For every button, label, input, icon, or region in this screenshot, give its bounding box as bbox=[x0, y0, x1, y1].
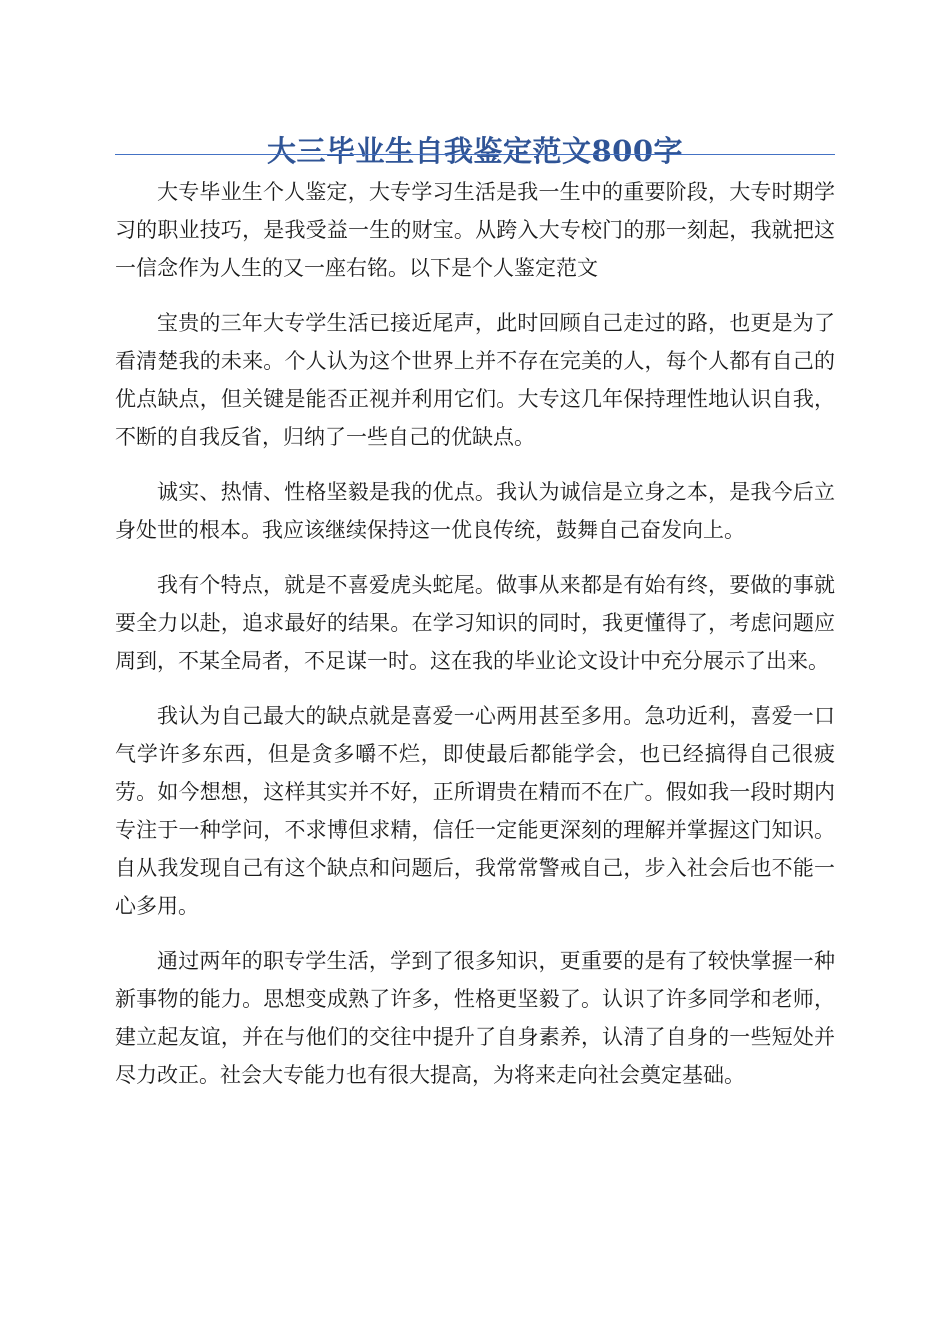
paragraph-character: 我有个特点，就是不喜爱虎头蛇尾。做事从来都是有始有终，要做的事就要全力以赴，追求最好的结果。在学习知识的同时，我更懂得了，考虑问题应周到，不某全局者，不足谋一时。这在我的毕业论文设计中充分展示了出来。 bbox=[115, 573, 835, 673]
document-title: 大三毕业生自我鉴定范文800字 bbox=[266, 134, 684, 169]
paragraph-summary: 通过两年的职专学生活，学到了很多知识，更重要的是有了较快掌握一种新事物的能力。思想变成熟了许多，性格更坚毅了。认识了许多同学和老师，建立起友谊，并在与他们的交往中提升了自身素养，认清了自身的一些短处并尽力改正。社会大专能力也有很大提高，为将来走向社会奠定基础。 bbox=[115, 949, 835, 1087]
document-body bbox=[115, 173, 835, 1111]
title-underline bbox=[115, 154, 835, 155]
paragraph-intro: 大专毕业生个人鉴定，大专学习生活是我一生中的重要阶段，大专时期学习的职业技巧，是我受益一生的财宝。从跨入大专校门的那一刻起，我就把这一信念作为人生的又一座右铭。以下是个人鉴定范文 bbox=[115, 180, 835, 280]
paragraph-strengths: 诚实、热情、性格坚毅是我的优点。我认为诚信是立身之本，是我今后立身处世的根本。我应该继续保持这一优良传统，鼓舞自己奋发向上。 bbox=[115, 480, 835, 542]
paragraph-weakness: 我认为自己最大的缺点就是喜爱一心两用甚至多用。急功近利，喜爱一口气学许多东西，但是贪多嚼不烂，即使最后都能学会，也已经搞得自己很疲劳。如今想想，这样其实并不好，正所谓贵在精而不在广。假如我一段时期内专注于一种学问，不求博但求精，信任一定能更深刻的理解并掌握这门知识。自从我发现自己有这个缺点和问题后，我常常警戒自己，步入社会后也不能一心多用。 bbox=[115, 704, 835, 918]
paragraph-reflection: 宝贵的三年大专学生活已接近尾声，此时回顾自己走过的路，也更是为了看清楚我的未来。个人认为这个世界上并不存在完美的人，每个人都有自己的优点缺点，但关键是能否正视并利用它们。大专这几年保持理性地认识自我，不断的自我反省，归纳了一些自己的优缺点。 bbox=[115, 311, 835, 449]
